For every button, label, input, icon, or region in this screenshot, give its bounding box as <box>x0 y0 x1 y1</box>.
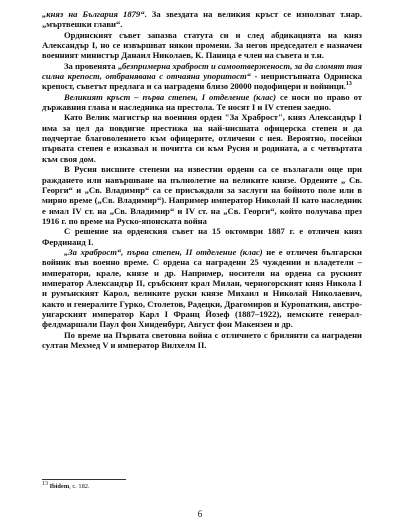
paragraph <box>42 226 362 247</box>
paragraph <box>42 61 362 92</box>
footnote-divider <box>42 479 126 480</box>
paragraph <box>42 330 362 351</box>
text-run: . За звездата на великия кръст се използват т.нар. „мъртвешки глави“. <box>42 9 362 30</box>
text-run: се носи по право от държавния глава и наследника на престола. Те носят I и IV степен заедно. <box>42 91 362 113</box>
emphasis-text: безпримерна храброст и самоотверженост, за да сломят тая силна крепост, отбранявана с отчаяна упоритост“ <box>42 60 362 82</box>
text-run: По време на Първата световна война с отличието с брилянти са наградени султан Мехмед V и император Вилхелм II. <box>42 329 362 350</box>
page-number: 6 <box>197 509 203 519</box>
text-run: С решение на орденския съвет на 15 октомври 1887 г. е отличен княз Фердинанд I. <box>42 226 362 247</box>
paragraph <box>42 112 362 164</box>
text-run: не е отличен български войник във военно време. С ордена са наградени 25 чуждении и владетели – императори, крале, князе и др. Например, носители на ордена са руският император Александър II, сръбският крал Милан, черногорският княз Никола I и румънският Карол, великите руски князе Михаил и Николай Николаевич, както и генералите Гурко, Столетов, Радецки, Драгомиров и Куропаткин, австро-унгарският император Карл I Франц Йозеф (1887–1922), немските генерал-фелдмаршали Паул фон Хинденбург, Август фон Макензен и др. <box>42 246 362 330</box>
footnote-ref: 13 <box>345 81 352 88</box>
body-text <box>42 9 362 350</box>
paragraph <box>42 164 362 226</box>
emphasis-text: Великият кръст – първа степен, I отделение (клас) <box>64 91 277 102</box>
paragraph <box>42 247 362 330</box>
footnote <box>42 480 362 491</box>
footnote-text: , с. 182. <box>69 483 90 490</box>
paragraph <box>42 30 362 61</box>
text-run: - непристъпната Одринска крепост, съветът предлага и са наградени близо 20000 подофицери и войници. <box>42 71 363 92</box>
emphasis-text: „княз на България 1879“ <box>42 9 145 19</box>
text-run: Като Велик магистър на военния орден "За Храброст", княз Александър I има за цел да повдигне престижа на най-нисшата офицерска степен и да подчертае благоволението към офицерите, отличени с нея. Вероятно, посейки първата степен е изказвал и почитта си към Русия и родината, а с четвъртата към своя дом. <box>42 112 362 164</box>
footnote-number: 13 <box>42 480 48 487</box>
text-run: За провенята „ <box>64 60 123 71</box>
text-run: Ординският съвет запазва статута си и след абдикацията на княз Александър I, но се извършват някои промени. За негов председател е назначен военният министър Данаил Николаев, К. Паница е член на съвета и т.н. <box>42 29 362 61</box>
text-run: В Русия висшите степени на известни ордени са се възлагали още при раждането или навършване на пълнолетие на великите князе. Ордените „ Св. Георги“ и „Св. Владимир“ са се присъждали за заслуги на бойното поле или в мирно време („Св. Владимир“). Например император Николай II като наследник е имал IV ст. на „Св. Владимир“ и IV ст. на „Св. Георги“, който получава през 1916 г. по време на Руско-японската война <box>42 164 362 226</box>
footnote-source: Ibidem <box>49 483 70 490</box>
paragraph <box>42 92 362 113</box>
paragraph <box>42 9 362 30</box>
emphasis-text: „За храброст“, първа степен, II отделение (клас) <box>64 246 263 257</box>
